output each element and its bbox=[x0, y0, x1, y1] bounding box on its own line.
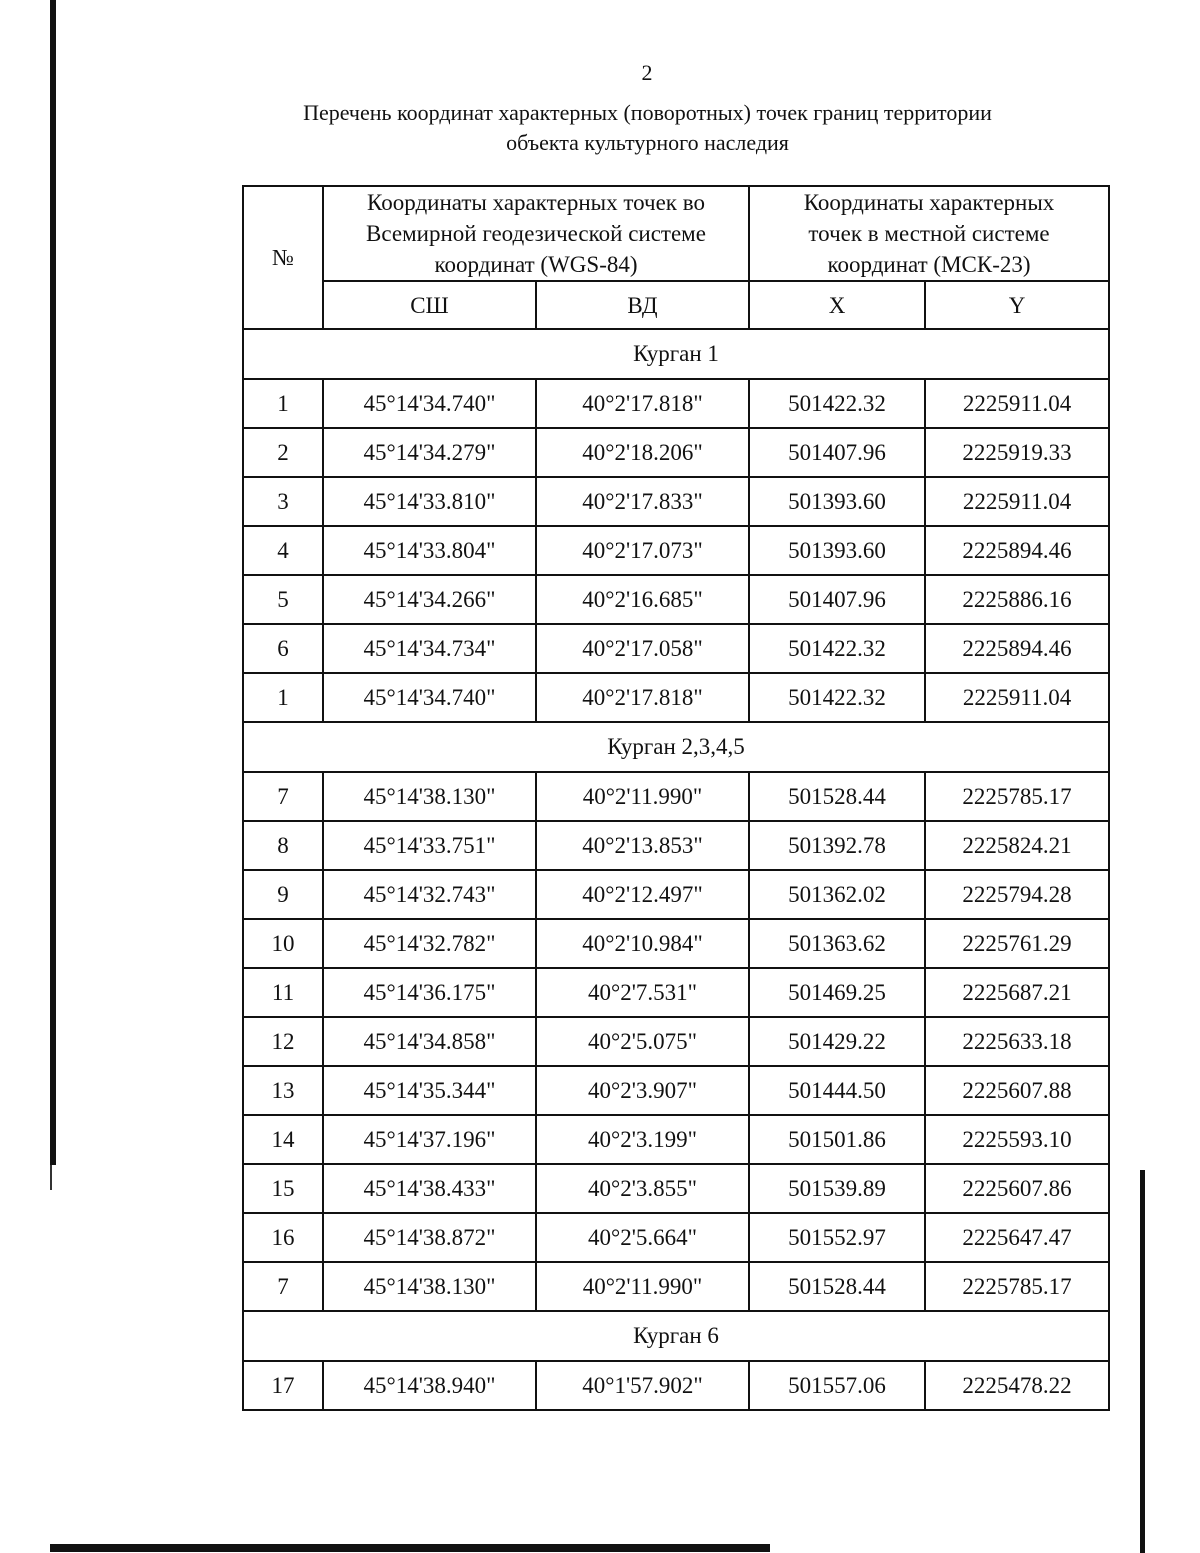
table-body bbox=[243, 329, 1109, 1410]
y-coordinate-cell: 2225607.86 bbox=[925, 1164, 1109, 1213]
point-number-cell: 1 bbox=[243, 379, 323, 428]
x-coordinate-cell: 501429.22 bbox=[749, 1017, 925, 1066]
latitude-cell: 45°14'38.940" bbox=[323, 1361, 536, 1410]
longitude-cell: 40°2'17.073" bbox=[536, 526, 749, 575]
x-coordinate-cell: 501393.60 bbox=[749, 477, 925, 526]
table-row bbox=[243, 575, 1109, 624]
scan-edge-bottom bbox=[50, 1544, 770, 1552]
document-title bbox=[240, 98, 1055, 158]
longitude-cell: 40°2'3.199" bbox=[536, 1115, 749, 1164]
x-coordinate-cell: 501539.89 bbox=[749, 1164, 925, 1213]
y-coordinate-cell: 2225824.21 bbox=[925, 821, 1109, 870]
point-number-cell: 8 bbox=[243, 821, 323, 870]
longitude-cell: 40°2'3.907" bbox=[536, 1066, 749, 1115]
table-row bbox=[243, 968, 1109, 1017]
longitude-cell: 40°2'16.685" bbox=[536, 575, 749, 624]
point-number-cell: 17 bbox=[243, 1361, 323, 1410]
section-title: Курган 6 bbox=[243, 1311, 1109, 1361]
x-coordinate-cell: 501407.96 bbox=[749, 575, 925, 624]
longitude-cell: 40°2'3.855" bbox=[536, 1164, 749, 1213]
x-coordinate-cell: 501393.60 bbox=[749, 526, 925, 575]
scan-edge-left-lower bbox=[50, 1165, 52, 1190]
table-row bbox=[243, 379, 1109, 428]
header-latitude: СШ bbox=[323, 281, 536, 329]
longitude-cell: 40°2'17.818" bbox=[536, 673, 749, 722]
point-number-cell: 3 bbox=[243, 477, 323, 526]
latitude-cell: 45°14'34.266" bbox=[323, 575, 536, 624]
point-number-cell: 11 bbox=[243, 968, 323, 1017]
header-y: Y bbox=[925, 281, 1109, 329]
longitude-cell: 40°2'10.984" bbox=[536, 919, 749, 968]
table-row bbox=[243, 1262, 1109, 1311]
point-number-cell: 6 bbox=[243, 624, 323, 673]
table-row bbox=[243, 1213, 1109, 1262]
latitude-cell: 45°14'34.740" bbox=[323, 673, 536, 722]
table-header-row bbox=[243, 186, 1109, 281]
point-number-cell: 2 bbox=[243, 428, 323, 477]
x-coordinate-cell: 501363.62 bbox=[749, 919, 925, 968]
table-row bbox=[243, 1017, 1109, 1066]
x-coordinate-cell: 501444.50 bbox=[749, 1066, 925, 1115]
y-coordinate-cell: 2225911.04 bbox=[925, 379, 1109, 428]
header-longitude: ВД bbox=[536, 281, 749, 329]
x-coordinate-cell: 501392.78 bbox=[749, 821, 925, 870]
header-wgs84-group: Координаты характерных точек во Всемирной геодезической системе координат (WGS-84) bbox=[323, 186, 749, 281]
y-coordinate-cell: 2225647.47 bbox=[925, 1213, 1109, 1262]
section-row bbox=[243, 1311, 1109, 1361]
x-coordinate-cell: 501528.44 bbox=[749, 772, 925, 821]
y-coordinate-cell: 2225894.46 bbox=[925, 624, 1109, 673]
y-coordinate-cell: 2225785.17 bbox=[925, 772, 1109, 821]
scan-edge-left bbox=[50, 0, 56, 1165]
scan-edge-right bbox=[1140, 1170, 1145, 1553]
point-number-cell: 15 bbox=[243, 1164, 323, 1213]
longitude-cell: 40°2'12.497" bbox=[536, 870, 749, 919]
y-coordinate-cell: 2225761.29 bbox=[925, 919, 1109, 968]
table-row bbox=[243, 1115, 1109, 1164]
longitude-cell: 40°2'17.818" bbox=[536, 379, 749, 428]
section-row bbox=[243, 722, 1109, 772]
latitude-cell: 45°14'37.196" bbox=[323, 1115, 536, 1164]
latitude-cell: 45°14'33.751" bbox=[323, 821, 536, 870]
table-subheader-row bbox=[243, 281, 1109, 329]
longitude-cell: 40°2'11.990" bbox=[536, 1262, 749, 1311]
longitude-cell: 40°1'57.902" bbox=[536, 1361, 749, 1410]
table-row bbox=[243, 526, 1109, 575]
y-coordinate-cell: 2225919.33 bbox=[925, 428, 1109, 477]
point-number-cell: 7 bbox=[243, 772, 323, 821]
point-number-cell: 4 bbox=[243, 526, 323, 575]
y-coordinate-cell: 2225886.16 bbox=[925, 575, 1109, 624]
table-row bbox=[243, 1164, 1109, 1213]
x-coordinate-cell: 501422.32 bbox=[749, 673, 925, 722]
section-title: Курган 1 bbox=[243, 329, 1109, 379]
section-title: Курган 2,3,4,5 bbox=[243, 722, 1109, 772]
latitude-cell: 45°14'36.175" bbox=[323, 968, 536, 1017]
header-x: X bbox=[749, 281, 925, 329]
document-title-line-1: Перечень координат характерных (поворотных) точек границ территории bbox=[303, 100, 992, 125]
table-row bbox=[243, 477, 1109, 526]
table-row bbox=[243, 1361, 1109, 1410]
x-coordinate-cell: 501528.44 bbox=[749, 1262, 925, 1311]
table-row bbox=[243, 673, 1109, 722]
y-coordinate-cell: 2225633.18 bbox=[925, 1017, 1109, 1066]
longitude-cell: 40°2'13.853" bbox=[536, 821, 749, 870]
longitude-cell: 40°2'17.058" bbox=[536, 624, 749, 673]
x-coordinate-cell: 501422.32 bbox=[749, 624, 925, 673]
table-row bbox=[243, 772, 1109, 821]
x-coordinate-cell: 501469.25 bbox=[749, 968, 925, 1017]
table-row bbox=[243, 821, 1109, 870]
longitude-cell: 40°2'5.075" bbox=[536, 1017, 749, 1066]
point-number-cell: 7 bbox=[243, 1262, 323, 1311]
latitude-cell: 45°14'34.734" bbox=[323, 624, 536, 673]
table-row bbox=[243, 1066, 1109, 1115]
header-number: № bbox=[243, 186, 323, 329]
y-coordinate-cell: 2225911.04 bbox=[925, 673, 1109, 722]
latitude-cell: 45°14'32.743" bbox=[323, 870, 536, 919]
y-coordinate-cell: 2225607.88 bbox=[925, 1066, 1109, 1115]
latitude-cell: 45°14'38.433" bbox=[323, 1164, 536, 1213]
page-number: 2 bbox=[641, 60, 653, 85]
latitude-cell: 45°14'38.872" bbox=[323, 1213, 536, 1262]
table-row bbox=[243, 870, 1109, 919]
longitude-cell: 40°2'18.206" bbox=[536, 428, 749, 477]
x-coordinate-cell: 501407.96 bbox=[749, 428, 925, 477]
table-row bbox=[243, 624, 1109, 673]
latitude-cell: 45°14'32.782" bbox=[323, 919, 536, 968]
latitude-cell: 45°14'34.858" bbox=[323, 1017, 536, 1066]
table-row bbox=[243, 919, 1109, 968]
point-number-cell: 9 bbox=[243, 870, 323, 919]
x-coordinate-cell: 501362.02 bbox=[749, 870, 925, 919]
y-coordinate-cell: 2225687.21 bbox=[925, 968, 1109, 1017]
latitude-cell: 45°14'33.804" bbox=[323, 526, 536, 575]
longitude-cell: 40°2'11.990" bbox=[536, 772, 749, 821]
point-number-cell: 14 bbox=[243, 1115, 323, 1164]
point-number-cell: 13 bbox=[243, 1066, 323, 1115]
x-coordinate-cell: 501557.06 bbox=[749, 1361, 925, 1410]
y-coordinate-cell: 2225794.28 bbox=[925, 870, 1109, 919]
document-title-line-2: объекта культурного наследия bbox=[506, 130, 789, 155]
point-number-cell: 1 bbox=[243, 673, 323, 722]
point-number-cell: 12 bbox=[243, 1017, 323, 1066]
y-coordinate-cell: 2225894.46 bbox=[925, 526, 1109, 575]
point-number-cell: 10 bbox=[243, 919, 323, 968]
latitude-cell: 45°14'35.344" bbox=[323, 1066, 536, 1115]
y-coordinate-cell: 2225785.17 bbox=[925, 1262, 1109, 1311]
latitude-cell: 45°14'33.810" bbox=[323, 477, 536, 526]
longitude-cell: 40°2'7.531" bbox=[536, 968, 749, 1017]
point-number-cell: 5 bbox=[243, 575, 323, 624]
latitude-cell: 45°14'34.740" bbox=[323, 379, 536, 428]
y-coordinate-cell: 2225911.04 bbox=[925, 477, 1109, 526]
y-coordinate-cell: 2225593.10 bbox=[925, 1115, 1109, 1164]
x-coordinate-cell: 501552.97 bbox=[749, 1213, 925, 1262]
latitude-cell: 45°14'38.130" bbox=[323, 772, 536, 821]
latitude-cell: 45°14'38.130" bbox=[323, 1262, 536, 1311]
header-msk23-group: Координаты характерных точек в местной системе координат (МСК-23) bbox=[749, 186, 1109, 281]
longitude-cell: 40°2'17.833" bbox=[536, 477, 749, 526]
x-coordinate-cell: 501501.86 bbox=[749, 1115, 925, 1164]
point-number-cell: 16 bbox=[243, 1213, 323, 1262]
latitude-cell: 45°14'34.279" bbox=[323, 428, 536, 477]
section-row bbox=[243, 329, 1109, 379]
x-coordinate-cell: 501422.32 bbox=[749, 379, 925, 428]
table-row bbox=[243, 428, 1109, 477]
longitude-cell: 40°2'5.664" bbox=[536, 1213, 749, 1262]
coordinates-table bbox=[242, 185, 1110, 1411]
y-coordinate-cell: 2225478.22 bbox=[925, 1361, 1109, 1410]
